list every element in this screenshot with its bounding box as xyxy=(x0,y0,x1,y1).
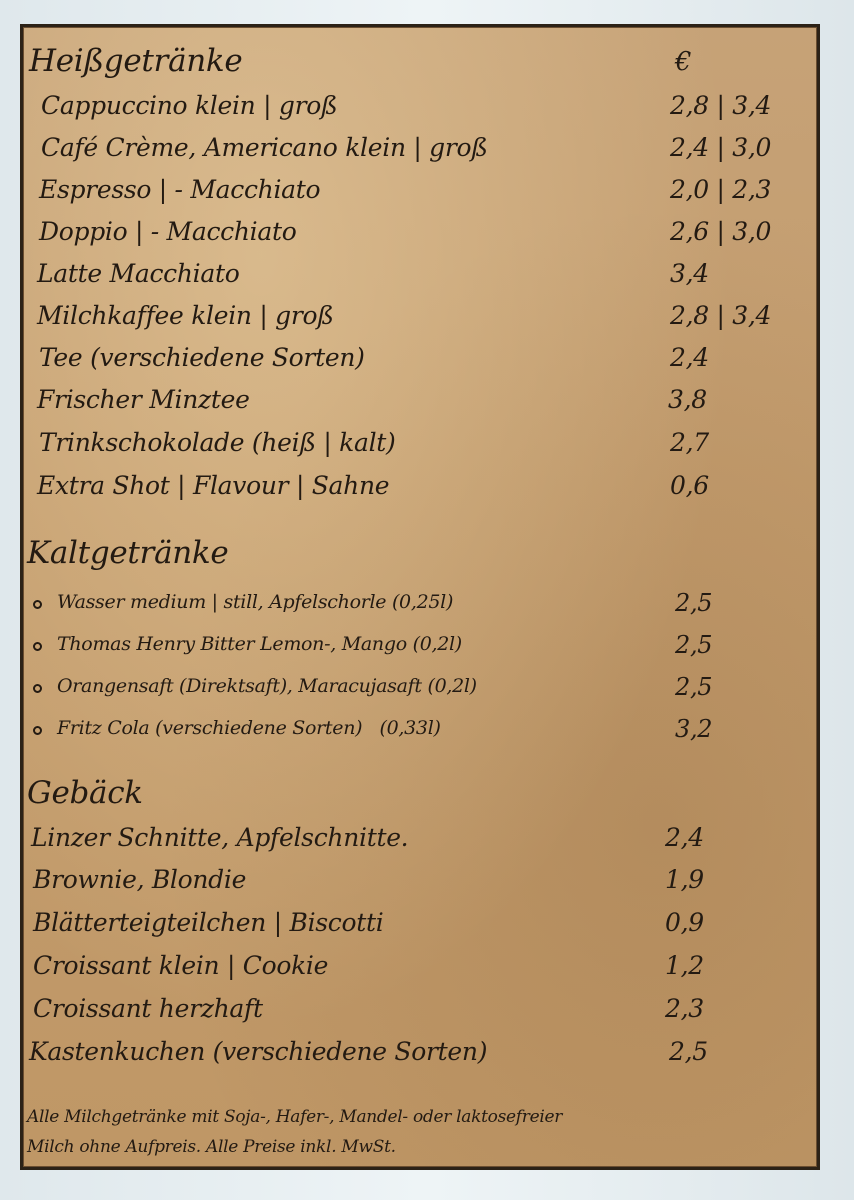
item-name: Cappuccino klein | groß xyxy=(41,91,338,120)
menu-item xyxy=(23,259,823,299)
item-price: 3,8 xyxy=(668,385,707,414)
item-price: 2,6 | 3,0 xyxy=(670,217,772,246)
section-title-hot-drinks: Heißgetränke xyxy=(29,43,243,79)
menu-item xyxy=(23,865,823,905)
item-price: 2,5 xyxy=(675,673,713,701)
item-price: 2,3 xyxy=(665,994,704,1023)
item-price: 2,5 xyxy=(675,589,713,617)
item-name: Thomas Henry Bitter Lemon-, Mango (0,2l) xyxy=(57,633,462,655)
item-name: Brownie, Blondie xyxy=(33,865,247,894)
item-price: 3,2 xyxy=(675,715,713,743)
item-name: Blätterteigteilchen | Biscotti xyxy=(33,908,384,937)
item-price: 3,4 xyxy=(670,259,709,288)
item-price: 1,9 xyxy=(665,865,704,894)
item-name: Orangensaft (Direktsaft), Maracujasaft (0,2l) xyxy=(57,675,477,697)
item-price: 2,8 | 3,4 xyxy=(670,91,772,120)
section-title-cold-drinks: Kaltgetränke xyxy=(27,535,229,571)
item-name: Tee (verschiedene Sorten) xyxy=(39,343,365,372)
menu-item xyxy=(23,385,823,425)
circle-bullet-icon xyxy=(33,600,42,609)
circle-bullet-icon xyxy=(33,642,42,651)
menu-item xyxy=(23,343,823,383)
menu-item xyxy=(23,217,823,257)
item-price: 2,8 | 3,4 xyxy=(670,301,772,330)
footer-line: Milch ohne Aufpreis. Alle Preise inkl. MwSt. xyxy=(27,1137,396,1157)
menu-item xyxy=(23,994,823,1034)
currency-symbol: € xyxy=(675,47,692,77)
item-name: Kastenkuchen (verschiedene Sorten) xyxy=(29,1037,488,1066)
item-name: Fritz Cola (verschiedene Sorten) (0,33l) xyxy=(57,717,441,739)
item-name: Café Crème, Americano klein | groß xyxy=(41,133,488,162)
item-price: 0,9 xyxy=(665,908,704,937)
item-name: Doppio | - Macchiato xyxy=(39,217,297,246)
menu-item xyxy=(23,589,823,629)
menu-item xyxy=(23,823,823,863)
item-price: 2,7 xyxy=(670,428,709,457)
item-price: 2,0 | 2,3 xyxy=(670,175,772,204)
item-name: Milchkaffee klein | groß xyxy=(37,301,334,330)
menu-item xyxy=(23,673,823,713)
item-name: Croissant klein | Cookie xyxy=(33,951,329,980)
item-name: Latte Macchiato xyxy=(37,259,240,288)
item-name: Frischer Minztee xyxy=(37,385,250,414)
menu-item xyxy=(23,301,823,341)
item-price: 0,6 xyxy=(670,471,709,500)
menu-item xyxy=(23,91,823,131)
item-price: 1,2 xyxy=(665,951,704,980)
item-name: Linzer Schnitte, Apfelschnitte. xyxy=(31,823,409,852)
menu-item xyxy=(23,428,823,468)
menu-item xyxy=(23,175,823,215)
circle-bullet-icon xyxy=(33,684,42,693)
item-name: Croissant herzhaft xyxy=(33,994,263,1023)
menu-item xyxy=(23,133,823,173)
item-name: Espresso | - Macchiato xyxy=(39,175,321,204)
footer-line: Alle Milchgetränke mit Soja-, Hafer-, Mandel- oder laktosefreier xyxy=(27,1107,563,1127)
footer-note xyxy=(27,1102,817,1162)
menu-card xyxy=(20,24,820,1170)
item-price: 2,4 xyxy=(670,343,709,372)
item-name: Wasser medium | still, Apfelschorle (0,25l) xyxy=(57,591,454,613)
item-price: 2,5 xyxy=(669,1037,708,1066)
item-price: 2,4 xyxy=(665,823,704,852)
menu-item xyxy=(23,951,823,991)
menu-item xyxy=(23,631,823,671)
item-price: 2,4 | 3,0 xyxy=(670,133,772,162)
item-name: Trinkschokolade (heiß | kalt) xyxy=(39,428,396,457)
section-title-pastry: Gebäck xyxy=(27,775,143,811)
menu-item xyxy=(23,908,823,948)
item-price: 2,5 xyxy=(675,631,713,659)
menu-item xyxy=(23,1037,823,1077)
menu-item xyxy=(23,471,823,511)
menu-item xyxy=(23,715,823,755)
item-name: Extra Shot | Flavour | Sahne xyxy=(37,471,390,500)
circle-bullet-icon xyxy=(33,726,42,735)
